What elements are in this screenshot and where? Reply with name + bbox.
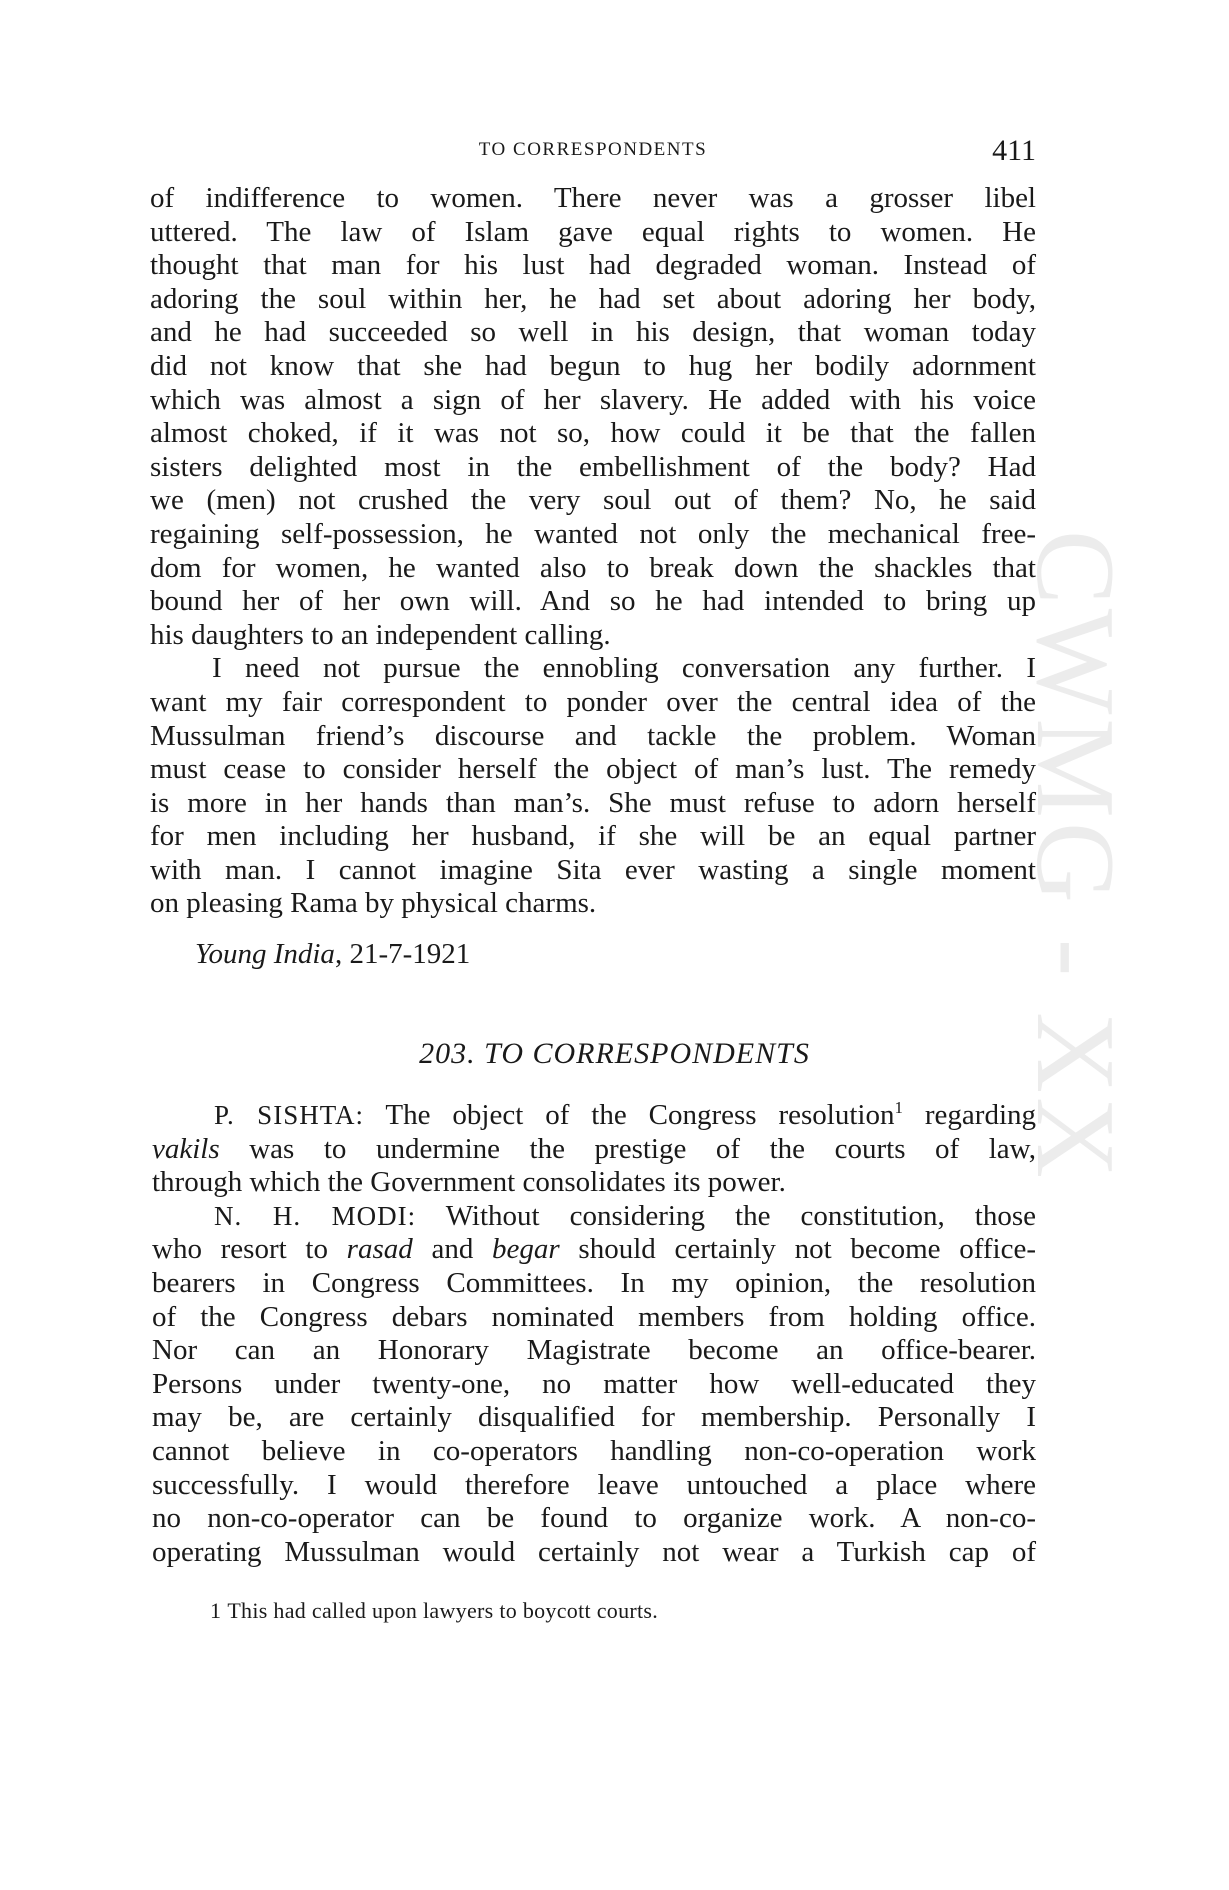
text-line: of indifference to women. There never was a grosser libel xyxy=(150,182,1036,214)
source-publication: Young India xyxy=(195,938,335,970)
text-line: for men including her husband, if she will be an equal partner xyxy=(150,820,1036,853)
text-line: sisters delighted most in the embellishment of the body? Had xyxy=(150,450,1036,483)
footnote-mark: 1 xyxy=(210,1598,222,1623)
text-line: must cease to consider herself the object of man’s lust. The remedy xyxy=(150,753,1036,786)
text-line: with man. I cannot imagine Sita ever wasting a single moment xyxy=(150,853,1036,886)
text-line: want my fair correspondent to ponder over the central idea of the xyxy=(150,685,1036,718)
text-line: on pleasing Rama by physical charms. xyxy=(150,887,597,920)
text-line: Persons under twenty-one, no matter how well-educated they xyxy=(152,1367,1036,1400)
section-heading: 203. TO CORRESPONDENTS xyxy=(419,1037,810,1070)
footnote-text: This had called upon lawyers to boycott courts. xyxy=(227,1598,659,1623)
section1-text xyxy=(150,182,1036,921)
text-line: Nor can an Honorary Magistrate become an office-bearer. xyxy=(152,1334,1036,1367)
text-line: operating Mussulman would certainly not wear a Turkish cap of xyxy=(152,1535,1036,1568)
text-line: through which the Government consolidates its power. xyxy=(152,1166,786,1199)
text-line: vakils was to undermine the prestige of the courts of law, xyxy=(152,1132,1036,1165)
text-line: bound her of her own will. And so he had intended to bring up xyxy=(150,585,1036,618)
text-line: dom for women, he wanted also to break down the shackles that xyxy=(150,551,1036,584)
text-line: is more in her hands than man’s. She must refuse to adorn herself xyxy=(150,786,1036,819)
correspondent-name: P. SISHTA: xyxy=(214,1100,365,1130)
text-line: Mussulman friend’s discourse and tackle the problem. Woman xyxy=(150,719,1036,752)
text-line: P. SISHTA: The object of the Congress resolution$^1$ regarding xyxy=(214,1098,1036,1131)
text-line: cannot believe in co-operators handling non-co-operation work xyxy=(152,1434,1036,1467)
source-citation xyxy=(195,937,470,971)
text-line: his daughters to an independent calling. xyxy=(150,618,611,651)
text-line: uttered. The law of Islam gave equal rights to women. He xyxy=(150,215,1036,248)
running-head xyxy=(150,134,1036,168)
running-title: TO CORRESPONDENTS xyxy=(478,139,708,160)
source-date: , 21-7-1921 xyxy=(334,938,471,970)
section2-text xyxy=(152,1099,1036,1569)
text-line: we (men) not crushed the very soul out of them? No, he said xyxy=(150,484,1036,517)
text-line: successfully. I would therefore leave untouched a place where xyxy=(152,1468,1036,1501)
text-line: did not know that she had begun to hug her bodily adornment xyxy=(150,349,1036,382)
text-line: N. H. MODI: Without considering the constitution, those xyxy=(214,1199,1036,1232)
text-line: adoring the soul within her, he had set about adoring her body, xyxy=(150,282,1036,315)
text-line: who resort to rasad and begar should certainly not become office- xyxy=(152,1233,1037,1266)
watermark-text: CWMG - XX xyxy=(1013,530,1137,1182)
text-line: regaining self-possession, he wanted not only the mechanical free- xyxy=(150,517,1036,550)
text-line: almost choked, if it was not so, how could it be that the fallen xyxy=(150,417,1036,450)
text-line: of the Congress debars nominated members from holding office. xyxy=(152,1300,1036,1333)
text-line: and he had succeeded so well in his design, that woman today xyxy=(150,316,1036,349)
text-line: I need not pursue the ennobling conversation any further. I xyxy=(212,652,1036,685)
text-line: no non-co-operator can be found to organize work. A non-co- xyxy=(152,1502,1036,1535)
correspondent-name: N. H. MODI: xyxy=(214,1200,417,1231)
page-number: 411 xyxy=(992,134,1036,167)
text-line: thought that man for his lust had degraded woman. Instead of xyxy=(150,249,1036,282)
footnote xyxy=(210,1597,658,1625)
footnote-ref: 1 xyxy=(894,1098,903,1117)
text-line: may be, are certainly disqualified for membership. Personally I xyxy=(152,1401,1036,1434)
text-line: which was almost a sign of her slavery. He added with his voice xyxy=(150,383,1036,416)
text-line: bearers in Congress Committees. In my opinion, the resolution xyxy=(152,1266,1036,1299)
